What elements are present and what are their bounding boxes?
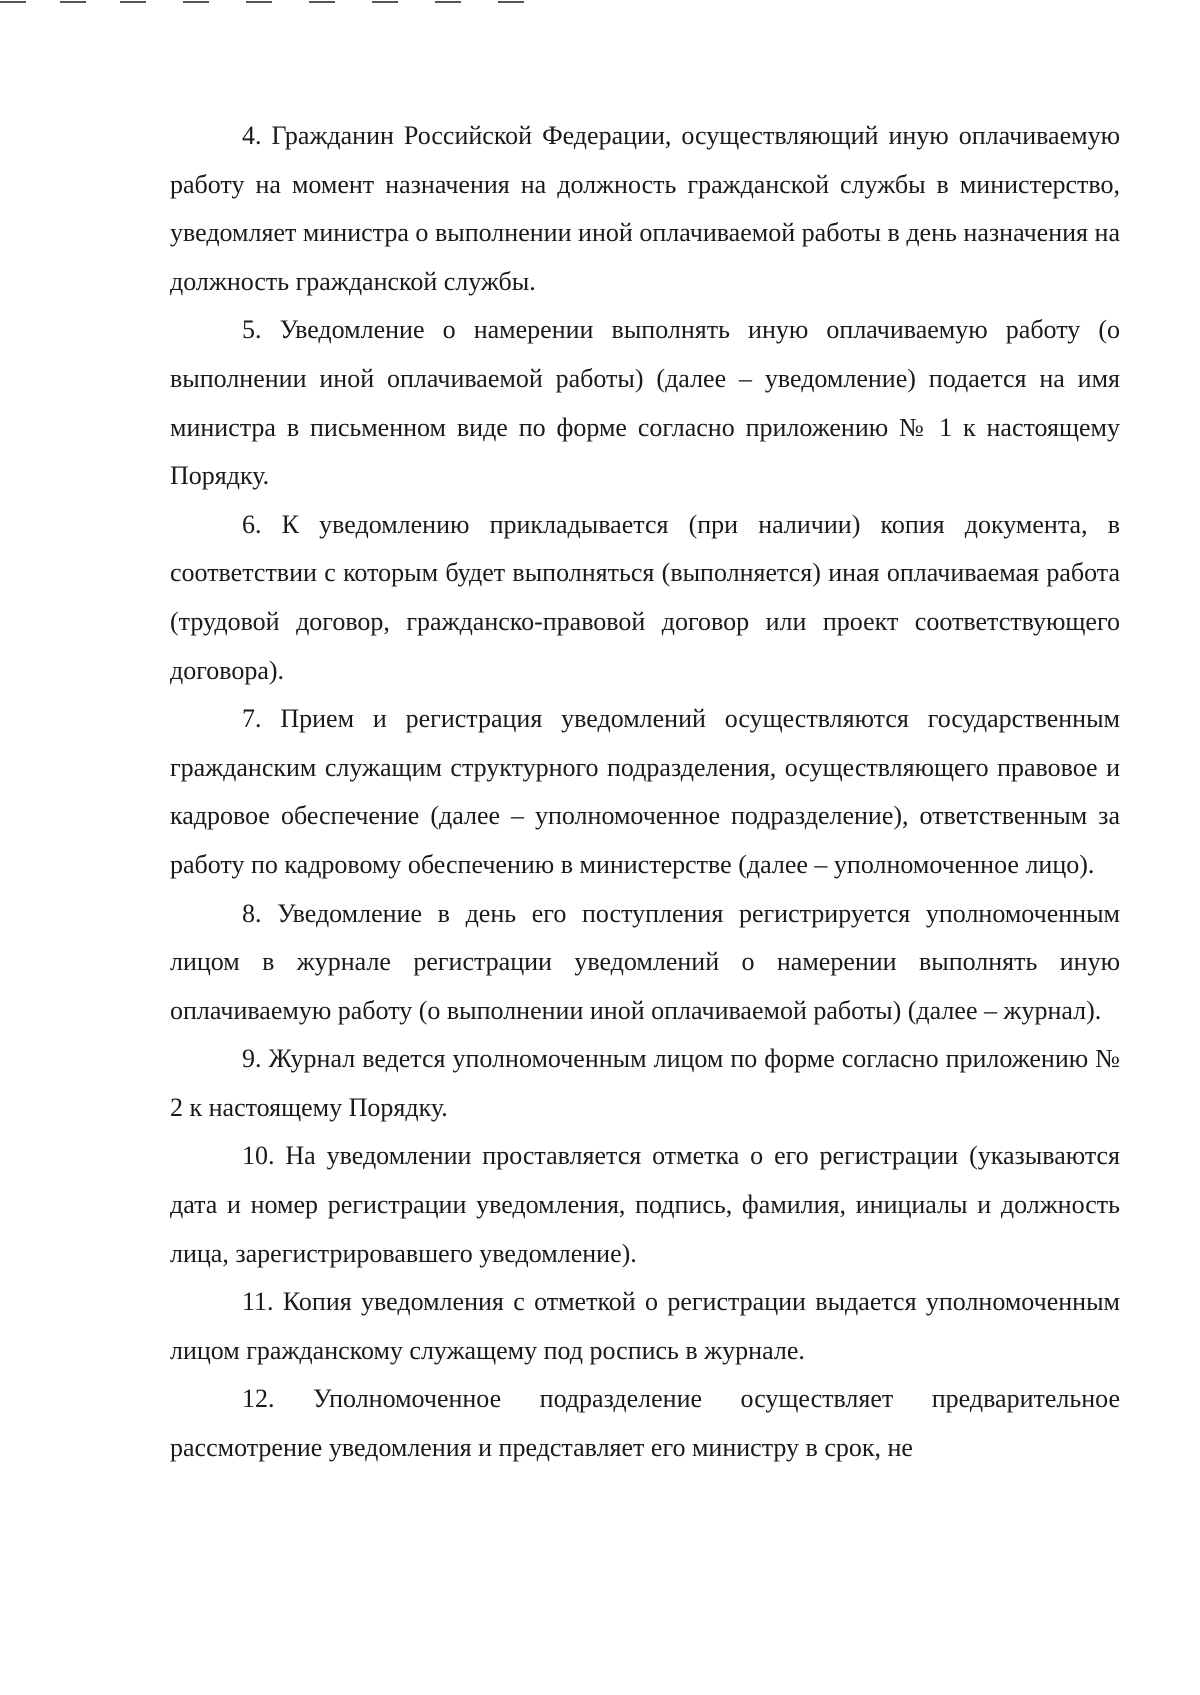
paragraph-5: 5. Уведомление о намерении выполнять иную оплачиваемую работу (о выполнении иной оплачиваемой работы) (далее – уведомление) подается на имя министра в письменном виде по форме согласно приложению № 1 к настоящему Порядку. (170, 315, 1120, 491)
paragraph-10: 10. На уведомлении проставляется отметка о его регистрации (указываются дата и номер регистрации уведомления, подпись, фамилия, инициалы и должность лица, зарегистрировавшего уведомление). (170, 1141, 1120, 1268)
edge-mark (60, 1, 86, 3)
edge-mark (435, 1, 461, 3)
paragraph-12: 12. Уполномоченное подразделение осуществляет предварительное рассмотрение уведомления и представляет его министру в срок, не (170, 1384, 1120, 1463)
edge-mark (120, 1, 146, 3)
edge-mark (498, 1, 524, 3)
paragraph-11: 11. Копия уведомления с отметкой о регистрации выдается уполномоченным лицом гражданскому служащему под роспись в журнале. (170, 1287, 1120, 1365)
edge-mark (183, 1, 209, 3)
edge-mark (0, 1, 26, 3)
paragraph-4: 4. Гражданин Российской Федерации, осуществляющий иную оплачиваемую работу на момент назначения на должность гражданской службы в министерство, уведомляет министра о выполнении иной оплачиваемой работы в день назначения на должность гражданской службы. (170, 121, 1120, 296)
paragraph-8: 8. Уведомление в день его поступления регистрируется уполномоченным лицом в журнале регистрации уведомлений о намерении выполнять иную оплачиваемую работу (о выполнении иной оплачиваемой работы) (далее – журнал). (170, 898, 1120, 1025)
edge-mark (246, 1, 272, 3)
paragraph-7: 7. Прием и регистрация уведомлений осуществляются государственным гражданским служащим структурного подразделения, осуществляющего правовое и кадровое обеспечение (далее – уполномоченное подразделение), ответственным за работу по кадровому обеспечению в министерстве (далее – уполномоченное лицо). (170, 704, 1120, 879)
document-body (170, 112, 1120, 1473)
edge-mark (309, 1, 335, 3)
scan-edge-marks (0, 0, 540, 8)
paragraph-6: 6. К уведомлению прикладывается (при наличии) копия документа, в соответствии с которым будет выполняться (выполняется) иная оплачиваемая работа (трудовой договор, гражданско-правовой договор или проект соответствующего договора). (170, 509, 1120, 685)
edge-mark (372, 1, 398, 3)
paragraph-9: 9. Журнал ведется уполномоченным лицом по форме согласно приложению № 2 к настоящему Порядку. (170, 1044, 1120, 1122)
